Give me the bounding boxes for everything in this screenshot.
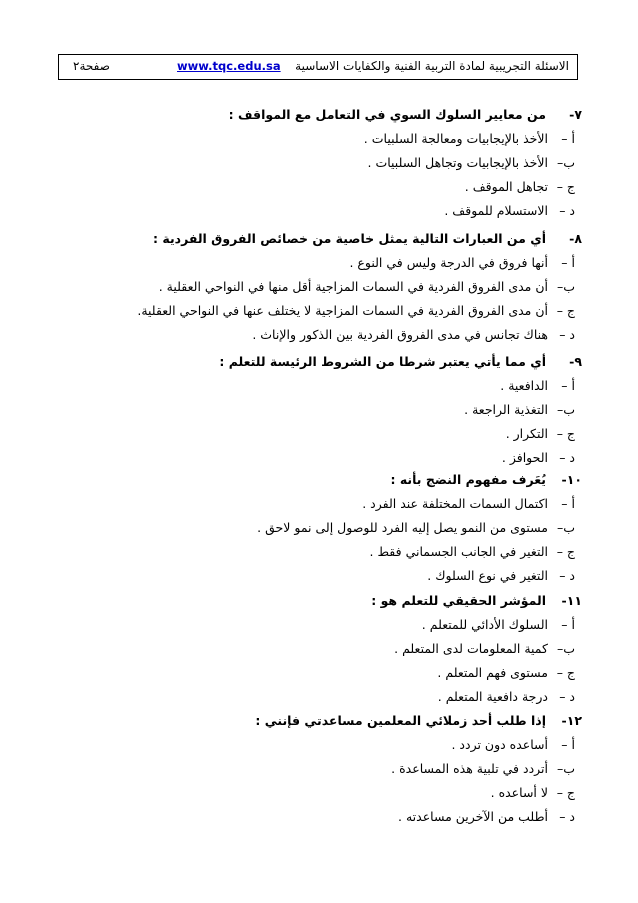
answer-option bbox=[58, 517, 582, 541]
answer-option bbox=[58, 782, 582, 806]
answer-option bbox=[58, 734, 582, 758]
answer-option bbox=[58, 662, 582, 686]
option-text: الدافعية . bbox=[500, 378, 548, 393]
option-text: التغير في نوع السلوك . bbox=[427, 568, 548, 583]
question-header bbox=[58, 351, 582, 375]
option-letter: ب– bbox=[556, 402, 575, 417]
option-text: تجاهل الموقف . bbox=[464, 179, 548, 194]
option-text: اكتمال السمات المختلفة عند الفرد . bbox=[362, 496, 548, 511]
question-header bbox=[58, 710, 582, 734]
option-letter: أ – bbox=[561, 737, 575, 752]
answer-option bbox=[58, 128, 582, 152]
question-header bbox=[58, 104, 582, 128]
option-letter: د – bbox=[559, 809, 575, 824]
question-text: أي من العبارات التالية يمثل خاصية من خصائص الفروق الفردية : bbox=[153, 231, 546, 246]
option-letter: ب– bbox=[556, 279, 575, 294]
question-header bbox=[58, 228, 582, 252]
option-letter: ج – bbox=[556, 544, 575, 559]
question-number: ٨- bbox=[569, 231, 582, 246]
question-text: يُعَرف مفهوم النضج بأنه : bbox=[390, 472, 546, 487]
answer-option bbox=[58, 686, 582, 710]
option-letter: أ – bbox=[561, 378, 575, 393]
option-text: مستوى فهم المتعلم . bbox=[437, 665, 548, 680]
option-letter: أ – bbox=[561, 255, 575, 270]
answer-option bbox=[58, 152, 582, 176]
answer-option bbox=[58, 806, 582, 830]
header-title: الاسئلة التجريبية لمادة التربية الفنية والكفايات الاساسية bbox=[295, 59, 569, 73]
option-letter: د – bbox=[559, 568, 575, 583]
question-block bbox=[58, 351, 582, 471]
option-letter: ج – bbox=[556, 426, 575, 441]
page-indicator bbox=[67, 59, 110, 73]
option-text: أتردد في تلبية هذه المساعدة . bbox=[391, 761, 548, 776]
option-letter: ج – bbox=[556, 785, 575, 800]
option-text: الاستسلام للموقف . bbox=[444, 203, 548, 218]
option-text: السلوك الأدائي للمتعلم . bbox=[421, 617, 548, 632]
question-text: أي مما يأتي يعتبر شرطا من الشروط الرئيسة للتعلم : bbox=[219, 354, 546, 369]
question-number: ٧- bbox=[569, 107, 582, 122]
option-text: هناك تجانس في مدى الفروق الفردية بين الذكور والإناث . bbox=[252, 327, 548, 342]
option-text: التكرار . bbox=[505, 426, 548, 441]
option-text: التغير في الجانب الجسماني فقط . bbox=[369, 544, 548, 559]
option-letter: أ – bbox=[561, 131, 575, 146]
option-letter: ب– bbox=[556, 155, 575, 170]
option-text: أساعده دون تردد . bbox=[451, 737, 548, 752]
answer-option bbox=[58, 614, 582, 638]
option-text: أن مدى الفروق الفردية في السمات المزاجية أقل منها في النواحي العقلية . bbox=[158, 279, 548, 294]
option-letter: ب– bbox=[556, 641, 575, 656]
question-number: ١٢- bbox=[561, 713, 582, 728]
answer-option bbox=[58, 758, 582, 782]
option-text: درجة دافعية المتعلم . bbox=[437, 689, 548, 704]
answer-option bbox=[58, 541, 582, 565]
question-block bbox=[58, 104, 582, 224]
option-letter: ب– bbox=[556, 761, 575, 776]
option-letter: ج – bbox=[556, 179, 575, 194]
question-text: المؤشر الحقيقي للتعلم هو : bbox=[371, 593, 546, 608]
question-text: إذا طلب أحد زملائي المعلمين مساعدتي فإنني : bbox=[255, 713, 546, 728]
answer-option bbox=[58, 324, 582, 348]
option-text: الأخذ بالإيجابيات ومعالجة السلبيات . bbox=[363, 131, 548, 146]
question-block bbox=[58, 228, 582, 348]
option-letter: د – bbox=[559, 203, 575, 218]
header-url-link[interactable]: www.tqc.edu.sa bbox=[177, 59, 281, 73]
answer-option bbox=[58, 252, 582, 276]
answer-option bbox=[58, 447, 582, 471]
question-number: ١٠- bbox=[561, 472, 582, 487]
answer-option bbox=[58, 276, 582, 300]
option-letter: ج – bbox=[556, 665, 575, 680]
option-text: كمية المعلومات لدى المتعلم . bbox=[394, 641, 548, 656]
answer-option bbox=[58, 399, 582, 423]
option-text: أن مدى الفروق الفردية في السمات المزاجية لا يختلف عنها في النواحي العقلية. bbox=[137, 303, 548, 318]
page-header bbox=[58, 54, 578, 80]
option-text: الأخذ بالإيجابيات وتجاهل السلبيات . bbox=[367, 155, 548, 170]
answer-option bbox=[58, 176, 582, 200]
option-letter: د – bbox=[559, 689, 575, 704]
question-number: ٩- bbox=[569, 354, 582, 369]
answer-option bbox=[58, 375, 582, 399]
option-letter: ج – bbox=[556, 303, 575, 318]
option-text: التغذية الراجعة . bbox=[464, 402, 548, 417]
option-letter: د – bbox=[559, 327, 575, 342]
question-number: ١١- bbox=[561, 593, 582, 608]
answer-option bbox=[58, 423, 582, 447]
answer-option bbox=[58, 200, 582, 224]
option-text: أطلب من الآخرين مساعدته . bbox=[398, 809, 548, 824]
option-text: مستوى من النمو يصل إليه الفرد للوصول إلى نمو لاحق . bbox=[257, 520, 548, 535]
page-label: صفحة bbox=[79, 59, 110, 73]
option-letter: ب– bbox=[556, 520, 575, 535]
page-number: ٢ bbox=[73, 59, 80, 73]
option-letter: أ – bbox=[561, 496, 575, 511]
question-block bbox=[58, 590, 582, 710]
question-text: من معايير السلوك السوي في التعامل مع المواقف : bbox=[228, 107, 546, 122]
question-header bbox=[58, 469, 582, 493]
answer-option bbox=[58, 493, 582, 517]
answer-option bbox=[58, 638, 582, 662]
answer-option bbox=[58, 300, 582, 324]
option-text: الحوافز . bbox=[501, 450, 548, 465]
question-block bbox=[58, 469, 582, 589]
option-text: لا أساعده . bbox=[490, 785, 548, 800]
question-header bbox=[58, 590, 582, 614]
option-letter: د – bbox=[559, 450, 575, 465]
option-text: أنها فروق في الدرجة وليس في النوع . bbox=[349, 255, 548, 270]
answer-option bbox=[58, 565, 582, 589]
option-letter: أ – bbox=[561, 617, 575, 632]
question-block bbox=[58, 710, 582, 830]
